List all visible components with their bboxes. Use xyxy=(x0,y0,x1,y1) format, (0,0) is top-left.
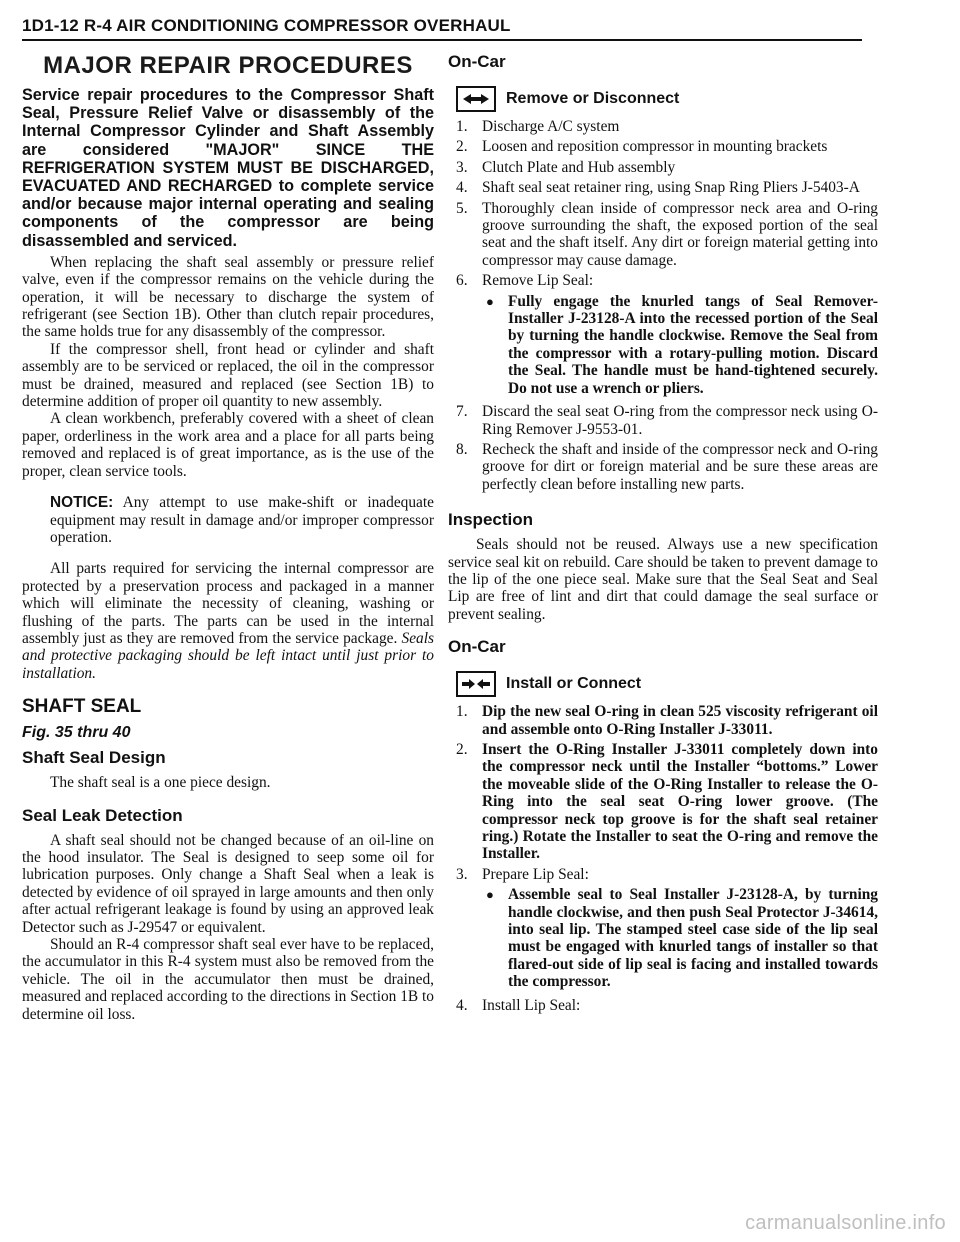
on-car-heading: On-Car xyxy=(448,52,506,71)
paragraph: A shaft seal should not be changed because of an oil-line on the hood insulator. The Seal is designed to seep some oil for lubrication purposes. Only change a Shaft Seal when a leak is detected by evidence of oil sprayed in large amounts and then only after actual refrigerant leakage is found by using an approved leak Detector such as J-29547 or equivalent. xyxy=(22,831,434,936)
watermark: carmanualsonline.info xyxy=(745,1212,946,1234)
bullet-item: ● Assemble seal to Seal Installer J-23128-A, by turning handle clockwise, and then push Seal Protector J-34614, into seal lip. The stamped steel case side of the lip seal must be engaged with knurled tangs of installer so that flared-out side of lip seal is facing and installed towards the compressor. xyxy=(482,886,878,990)
bullet-icon: ● xyxy=(486,293,494,309)
paragraph: The shaft seal is a one piece design. xyxy=(50,774,271,792)
list-item: 2. Insert the O-Ring Installer J-33011 completely down into the compressor neck until the Installer “bottoms.” Lower the moveable slide of the O-Ring Installer to release the O-Ring into the seal seat O-ring lower groove. (The compressor neck top groove is for the shaft seal retainer ring.) Rotate the Installer to seat the O-ring and remove the Installer. xyxy=(456,740,878,863)
list-item: 8. Recheck the shaft and inside of the compressor neck and O-ring groove for dirt or foreign material and be sure these areas are perfectly clean before installing new parts. xyxy=(456,440,878,493)
notice-text: Any attempt to use make-shift or inadequate equipment may result in damage and/or improper compressor operation. xyxy=(50,494,434,546)
paragraph-text: All parts required for servicing the internal compressor are protected by a preservation process and packaged in a manner which will eliminate the necessity of cleaning, washing or flushing of the parts. The parts can be used in the internal assembly just as they are removed from the service package. xyxy=(22,560,434,647)
left-column xyxy=(22,52,434,1023)
major-repair-intro: Service repair procedures to the Compressor Shaft Seal, Pressure Relief Valve or disassembly of the Internal Compressor Cylinder and Shaft Assembly are considered "MAJOR" SINCE THE REFRIGERATION SYSTEM MUST BE DISCHARGED, EVACUATED AND RECHARGED to complete service and/or because major internal operating and sealing components of the compressor are being disassembled and serviced. xyxy=(22,86,434,250)
paragraph: Seals should not be reused. Always use a new specification service seal kit on rebuild. Care should be taken to prevent damage to the lip of the one piece seal. Make sure that the Seal Seat and Seal Lip are free of lint and dirt that could damage the seal surface or prevent sealing. xyxy=(448,536,878,623)
install-steps-continued xyxy=(448,997,878,1014)
list-item: 7. Discard the seal seat O-ring from the compressor neck using O-Ring Remover J-9553-01. xyxy=(456,403,878,438)
right-column xyxy=(448,52,878,1017)
install-connect-label: Install or Connect xyxy=(506,675,642,693)
inspection-heading: Inspection xyxy=(448,510,534,530)
list-item: 5. Thoroughly clean inside of compressor neck area and O-ring groove surrounding the shaft, the exposed portion of the seal seat and the shaft itself. Any dirt or foreign material getting into compressor may cause damage. xyxy=(456,199,878,269)
install-arrows-icon xyxy=(456,671,496,697)
remove-steps-continued xyxy=(448,403,878,493)
on-car-heading: On-Car xyxy=(448,637,506,657)
install-bullets xyxy=(482,886,878,990)
list-item: 6. Remove Lip Seal: xyxy=(456,272,594,290)
list-item: 4. Install Lip Seal: xyxy=(456,996,581,1014)
list-item: 4. Shaft seal seat retainer ring, using Snap Ring Pliers J-5403-A xyxy=(456,179,860,197)
notice-label: NOTICE: xyxy=(50,494,114,512)
list-item: 1. Discharge A/C system xyxy=(456,118,620,135)
subsection-heading: Seal Leak Detection xyxy=(22,805,183,825)
major-repair-title: MAJOR REPAIR PROCEDURES xyxy=(43,52,413,79)
bullet-item: ● Fully engage the knurled tangs of Seal Remover-Installer J-23128-A into the recessed portion of the Seal by turning the handle clockwise. Remove the Seal from the compressor with a rotary-pulling motion. Discard the Seal. The handle must be hand-tightened securely. Do not use a wrench or pliers. xyxy=(482,293,878,397)
list-item: 3. Prepare Lip Seal: xyxy=(456,865,589,883)
remove-disconnect-row xyxy=(456,86,878,112)
section-heading: SHAFT SEAL xyxy=(22,696,142,718)
paragraph: When replacing the shaft seal assembly or pressure relief valve, even if the compressor remains on the vehicle during the operation, it will be necessary to discharge the system of refrigerant (see Section 1B). Other than clutch repair procedures, the same holds true for any disassembly of the compressor. xyxy=(22,253,434,341)
notice xyxy=(22,494,434,546)
page-header: 1D1-12 R-4 AIR CONDITIONING COMPRESSOR OVERHAUL xyxy=(22,16,862,41)
remove-steps xyxy=(448,118,878,290)
remove-bullets xyxy=(482,293,878,397)
bullet-icon: ● xyxy=(486,887,494,903)
paragraph xyxy=(22,560,434,682)
paragraph-italic: Seals and protective packaging should be left intact until just prior to installation. xyxy=(22,629,434,682)
list-item: 2. Loosen and reposition compressor in mounting brackets xyxy=(456,138,828,156)
paragraph: Should an R-4 compressor shaft seal ever have to be replaced, the accumulator in this R-4 system must also be removed from the vehicle. The oil in the accumulator then must be drained, measured and replaced according to the directions in Section 1B to determine oil loss. xyxy=(22,936,434,1023)
remove-disconnect-label: Remove or Disconnect xyxy=(506,90,680,107)
subsection-heading: Shaft Seal Design xyxy=(22,748,166,768)
remove-arrows-icon xyxy=(456,86,496,112)
install-connect-row xyxy=(456,671,878,697)
list-item: 3. Clutch Plate and Hub assembly xyxy=(456,158,676,176)
figure-reference: Fig. 35 thru 40 xyxy=(22,724,131,742)
paragraph: If the compressor shell, front head or cylinder and shaft assembly are to be serviced or replaced, the oil in the compressor must be drained, measured and replaced (see Section 1B) to determine addition of proper oil quantity to new assembly. xyxy=(22,340,434,411)
install-steps xyxy=(448,703,878,883)
list-item: 1. Dip the new seal O-ring in clean 525 viscosity refrigerant oil and assemble onto O-Ring Installer J-33011. xyxy=(456,703,878,738)
paragraph: A clean workbench, preferably covered with a sheet of clean paper, orderliness in the work area and a place for all parts being removed and replaced is of great importance, as is the use of the proper, clean service tools. xyxy=(22,410,434,480)
